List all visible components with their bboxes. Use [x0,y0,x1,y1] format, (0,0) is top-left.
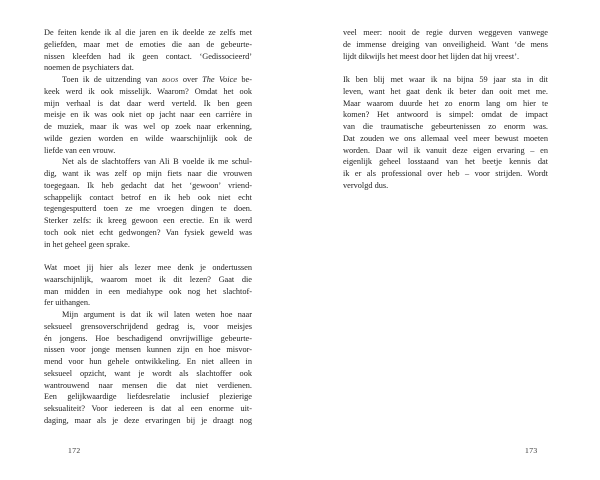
blank-line [343,62,548,74]
text-line: veel meer: nooit de regie durven weggeven vanwege [343,28,548,37]
text-line: Sterker zelfs: ik kreeg gewoon een erectie. En ik werd [44,216,252,225]
page-right-text-column [343,27,548,192]
text-line: wilde gezien worden en wilde waarschijnlijk ook de [44,133,252,143]
text-line: De feiten kende ik al die jaren en ik deelde ze zelfs met [44,28,252,37]
text-line: fer uithangen. [44,298,91,308]
text-line: én jongens. Hoe beschadigend onvrijwillige gebeurte- [44,333,252,343]
text-line: Wat moet jij hier als lezer mee denk je ondertussen [44,263,252,272]
text-line [44,74,252,86]
text-line: geliefden, maar met de emoties die aan de gebeurte- [44,39,252,49]
text-line: worden. Daar wil ik vanuit deze eigen ervaring – en [343,145,548,155]
text-line: nissen kleefden had ik geen contact. ‘Gedissocieerd’ [44,51,252,61]
text-line: daging, maar als je deze ervaringen bij je draagt nog [44,415,252,425]
text-line: lijdt dikwijls het meest door het lijden dat hij vreest’. [343,51,520,61]
text-line: Ik ben blij met waar ik na bijna 59 jaar sta in dit [343,75,548,84]
text-line: nissen voor jonge mensen kunnen zijn en hoe misvor- [44,345,252,355]
text-line: meisje en ik was ook niet op jacht naar een carrière in [44,110,252,120]
text-line: in het geheel geen sprake. [44,239,130,249]
text-line: Een gelijkwaardige liefdesrelatie inclusief plezierige [44,392,252,402]
text-line: schappelijk contact betrof en ik heb ook niet echt [44,192,252,202]
text-segment: be- [236,75,252,84]
text-line: leven, want het gaat denk ik beter dan ooit met me. [343,86,548,96]
text-line: van die traumatische gebeurtenissen zo enorm was. [343,122,548,131]
blank-line [44,250,252,262]
page-left-number: 172 [68,446,81,455]
text-line: de muziek, maar ik was wel op zoek naar erkenning, [44,122,252,131]
text-line: ik er als professional over heb – voor strijden. Wordt [343,169,548,178]
text-line: de immense dreiging van onveiligheid. Want ‘de mens [343,39,548,49]
text-line: dig, want ik was zelf op mijn fiets naar die vrouwen [44,169,252,178]
text-line: eigenlijk geheel losstaand van het beetje kennis dat [343,157,548,167]
page-left-text-column [44,27,252,427]
text-line: waarschijnlijk, waarom moet ik dit lezen? Gaat die [44,274,252,284]
page-right-number: 173 [525,446,538,455]
text-line: seksueel grensoverschrijdend gedrag is, voor meisjes [44,321,252,331]
text-line: Maar waarom duurde het zo enorm lang om hier te [343,98,548,108]
text-line: Dat zouden we ons allemaal veel meer bewust moeten [343,133,548,143]
text-line: tegengesputterd toen ze me vroegen dingen te doen. [44,204,252,214]
text-line: mijn verhaal is dat daar werd verteld. Ik ben geen [44,98,252,108]
text-line: Net als de slachtoffers van Ali B voelde ik me schul- [62,157,252,167]
text-line: noemen de psychiaters dat. [44,63,134,73]
text-line: keek werd ik ook misselijk. Waarom? Omdat het ook [44,86,252,96]
text-line: seksueel opzicht, want je wordt als slachtoffer ook [44,368,252,378]
text-line: liefde van een vrouw. [44,145,116,155]
text-line: seksualiteit? Voor iedereen is dat al een enorme uit- [44,404,252,413]
text-line: Mijn argument is dat ik wil laten weten hoe naar [62,310,252,319]
text-line: mend voor hun gehele ontwikkeling. En niet alleen in [44,357,252,366]
text-segment: over [178,75,203,84]
text-line: wantrouwend naar mensen die dat niet verdienen. [44,380,252,390]
styled-text-segment: The Voice [202,75,237,84]
text-line: komen? Het antwoord is simpel: omdat de impact [343,110,548,120]
text-line: toegegaan. Ik heb gedacht dat het ‘gewoon’ vriend- [44,180,252,190]
text-segment: Toen ik de uitzending van [62,75,162,84]
text-line: vervolgd dus. [343,180,389,190]
styled-text-segment: boos [161,75,179,84]
text-line: man midden in een mediahype ook nog het slachtof- [44,286,252,296]
text-line: toch ook niet echt gedwongen? Van fysiek geweld was [44,227,252,237]
